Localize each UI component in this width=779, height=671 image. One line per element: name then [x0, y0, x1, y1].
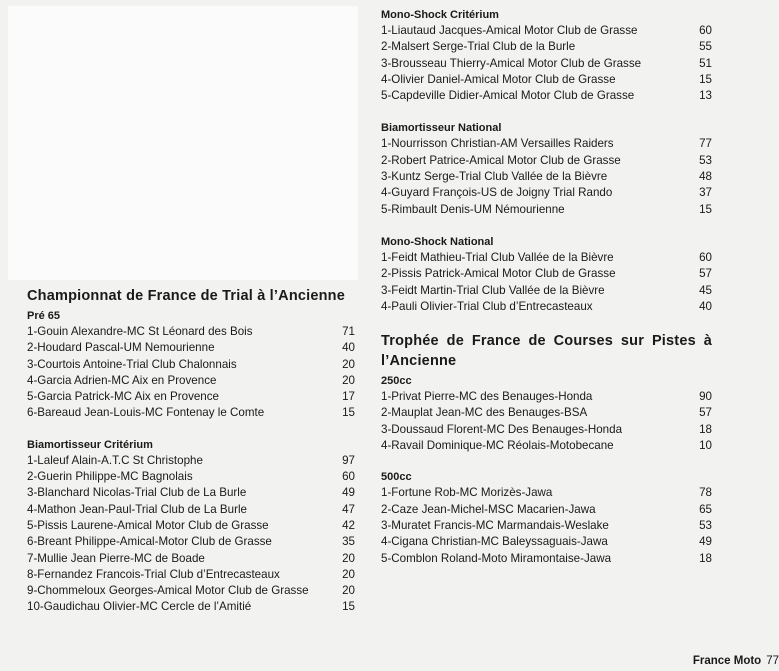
result-row: [381, 389, 712, 405]
points: 42: [342, 518, 355, 532]
rider-entry: 8-Fernandez Francois-Trial Club d’Entrecasteaux: [27, 567, 280, 581]
result-row: [381, 502, 712, 518]
page-footer: [693, 655, 779, 667]
left-column: [27, 286, 355, 616]
results-section: [381, 8, 712, 104]
section-title: Mono-Shock Critérium: [381, 9, 499, 21]
points: 57: [699, 267, 712, 281]
rider-entry: 2-Guerin Philippe-MC Bagnolais: [27, 470, 193, 484]
rider-entry: 3-Blanchard Nicolas-Trial Club de La Burle: [27, 486, 247, 500]
result-row: [381, 534, 712, 550]
result-row: [381, 136, 712, 152]
points: 20: [342, 357, 355, 371]
result-row: [381, 202, 712, 218]
points: 60: [699, 24, 712, 37]
rider-entry: 4-Garcia Adrien-MC Aix en Provence: [27, 373, 217, 387]
points: 18: [699, 551, 712, 565]
rider-entry: 5-Comblon Roland-Moto Miramontaise-Jawa: [381, 551, 612, 565]
rider-entry: 6-Breant Philippe-Amical-Motor Club de Grasse: [27, 535, 272, 549]
result-row: [27, 373, 355, 389]
right-column: [381, 8, 712, 567]
rider-entry: 3-Brousseau Thierry-Amical Motor Club de Grasse: [381, 56, 642, 70]
points: 90: [699, 390, 712, 404]
rider-entry: 4-Cigana Christian-MC Baleyssaguais-Jawa: [381, 535, 608, 549]
rider-entry: 9-Chommeloux Georges-Amical Motor Club de Grasse: [27, 584, 309, 598]
points: 20: [342, 373, 355, 387]
result-row: [381, 88, 712, 104]
result-row: [381, 153, 712, 169]
section-title: 500cc: [381, 471, 412, 484]
rider-entry: 2-Robert Patrice-Amical Motor Club de Grasse: [381, 153, 621, 167]
section-title: Biamortisseur National: [381, 122, 502, 135]
rider-entry: 1-Fortune Rob-MC Morizès-Jawa: [381, 486, 553, 500]
points: 97: [342, 453, 355, 467]
result-row: [27, 551, 355, 567]
result-row: [27, 469, 355, 485]
points: 15: [699, 202, 712, 216]
result-row: [27, 502, 355, 518]
points: 53: [699, 153, 712, 167]
points: 40: [342, 341, 355, 355]
result-row: [27, 340, 355, 356]
rider-entry: 1-Nourrisson Christian-AM Versailles Raiders: [381, 137, 614, 151]
rider-entry: 6-Bareaud Jean-Louis-MC Fontenay le Comte: [27, 406, 265, 420]
rider-entry: 2-Pissis Patrick-Amical Motor Club de Grasse: [381, 267, 616, 281]
rider-entry: 5-Pissis Laurene-Amical Motor Club de Grasse: [27, 518, 269, 532]
results-section: [381, 374, 712, 454]
result-row: [27, 599, 355, 615]
rider-entry: 1-Feidt Mathieu-Trial Club Vallée de la Bièvre: [381, 250, 614, 264]
result-row: [381, 72, 712, 88]
points: 55: [699, 40, 712, 54]
result-row: [381, 518, 712, 534]
points: 40: [699, 299, 712, 313]
points: 20: [342, 567, 355, 581]
section-title: Mono-Shock National: [381, 235, 494, 248]
result-row: [381, 438, 712, 454]
points: 20: [342, 551, 355, 565]
points: 15: [342, 600, 355, 614]
result-row: [27, 567, 355, 583]
points: 35: [342, 535, 355, 549]
rider-entry: 1-Gouin Alexandre-MC St Léonard des Bois: [27, 325, 253, 338]
result-row: [381, 250, 712, 266]
points: 78: [699, 486, 712, 500]
result-row: [381, 39, 712, 55]
result-row: [381, 23, 712, 39]
rider-entry: 5-Rimbault Denis-UM Némourienne: [381, 202, 565, 216]
rider-entry: 1-Liautaud Jacques-Amical Motor Club de Grasse: [381, 24, 638, 37]
points: 49: [342, 486, 355, 500]
rider-entry: 1-Privat Pierre-MC des Benauges-Honda: [381, 390, 593, 404]
rider-entry: 4-Olivier Daniel-Amical Motor Club de Grasse: [381, 72, 616, 86]
points: 47: [342, 502, 355, 516]
points: 51: [699, 56, 712, 70]
points: 60: [699, 250, 712, 264]
result-row: [381, 485, 712, 501]
rider-entry: 3-Muratet Francis-MC Marmandais-Weslake: [381, 518, 609, 532]
results-section: [27, 438, 355, 616]
points: 20: [342, 584, 355, 598]
rider-entry: 4-Pauli Olivier-Trial Club d’Entrecasteaux: [381, 299, 593, 313]
section-title: Pré 65: [27, 310, 61, 322]
result-row: [27, 485, 355, 501]
photo-placeholder: [8, 6, 358, 280]
points: 60: [342, 470, 355, 484]
points: 77: [699, 137, 712, 151]
rider-entry: 2-Malsert Serge-Trial Club de la Burle: [381, 40, 576, 54]
right-results-bottom: [381, 374, 712, 567]
rider-entry: 7-Mullie Jean Pierre-MC de Boade: [27, 551, 205, 565]
results-section: [381, 470, 712, 566]
trophy-title: Trophée de France de Courses sur Pistes à l’Ancienne: [381, 333, 712, 370]
results-section: [381, 235, 712, 315]
result-row: [27, 583, 355, 599]
points: 65: [699, 502, 712, 516]
rider-entry: 4-Guyard François-US de Joigny Trial Rando: [381, 186, 613, 200]
result-row: [27, 357, 355, 373]
left-results: [27, 309, 355, 616]
points: 57: [699, 406, 712, 420]
result-row: [381, 422, 712, 438]
rider-entry: 3-Courtois Antoine-Trial Club Chalonnais: [27, 357, 237, 371]
rider-entry: 1-Laleuf Alain-A.T.C St Christophe: [27, 453, 203, 467]
rider-entry: 3-Feidt Martin-Trial Club Vallée de la Bièvre: [381, 283, 605, 297]
rider-entry: 2-Mauplat Jean-MC des Benauges-BSA: [381, 406, 588, 420]
championship-title: Championnat de France de Trial à l’Ancienne: [27, 288, 346, 304]
result-row: [381, 283, 712, 299]
result-row: [381, 185, 712, 201]
result-row: [381, 299, 712, 315]
section-title: 250cc: [381, 375, 412, 388]
points: 13: [699, 89, 712, 103]
section-title: Biamortisseur Critérium: [27, 438, 153, 451]
points: 48: [699, 170, 712, 184]
result-row: [27, 389, 355, 405]
result-row: [381, 169, 712, 185]
rider-entry: 5-Garcia Patrick-MC Aix en Provence: [27, 390, 220, 404]
rider-entry: 3-Doussaud Florent-MC Des Benauges-Honda: [381, 422, 623, 436]
magazine-name: France Moto: [692, 655, 762, 667]
result-row: [27, 518, 355, 534]
rider-entry: 5-Capdeville Didier-Amical Motor Club de Grasse: [381, 89, 635, 103]
result-row: [381, 56, 712, 72]
points: 15: [342, 406, 355, 420]
results-section: [27, 309, 355, 422]
points: 53: [699, 518, 712, 532]
points: 10: [699, 439, 712, 453]
right-results-top: [381, 8, 712, 315]
rider-entry: 4-Mathon Jean-Paul-Trial Club de La Burle: [27, 502, 247, 516]
points: 17: [342, 390, 355, 404]
result-row: [27, 453, 355, 469]
results-section: [381, 121, 712, 217]
points: 45: [699, 283, 712, 297]
rider-entry: 3-Kuntz Serge-Trial Club Vallée de la Bièvre: [381, 170, 608, 184]
points: 15: [699, 72, 712, 86]
page-number: 77: [766, 655, 779, 667]
result-row: [381, 266, 712, 282]
rider-entry: 4-Ravail Dominique-MC Réolais-Motobecane: [381, 439, 614, 453]
points: 71: [342, 325, 355, 338]
points: 37: [699, 186, 712, 200]
result-row: [27, 534, 355, 550]
points: 49: [699, 535, 712, 549]
result-row: [27, 324, 355, 340]
points: 18: [699, 422, 712, 436]
rider-entry: 2-Caze Jean-Michel-MSC Macarien-Jawa: [381, 502, 596, 516]
rider-entry: 2-Houdard Pascal-UM Nemourienne: [27, 341, 215, 355]
result-row: [381, 551, 712, 567]
rider-entry: 10-Gaudichau Olivier-MC Cercle de l’Amitié: [27, 600, 252, 614]
result-row: [27, 405, 355, 421]
result-row: [381, 405, 712, 421]
